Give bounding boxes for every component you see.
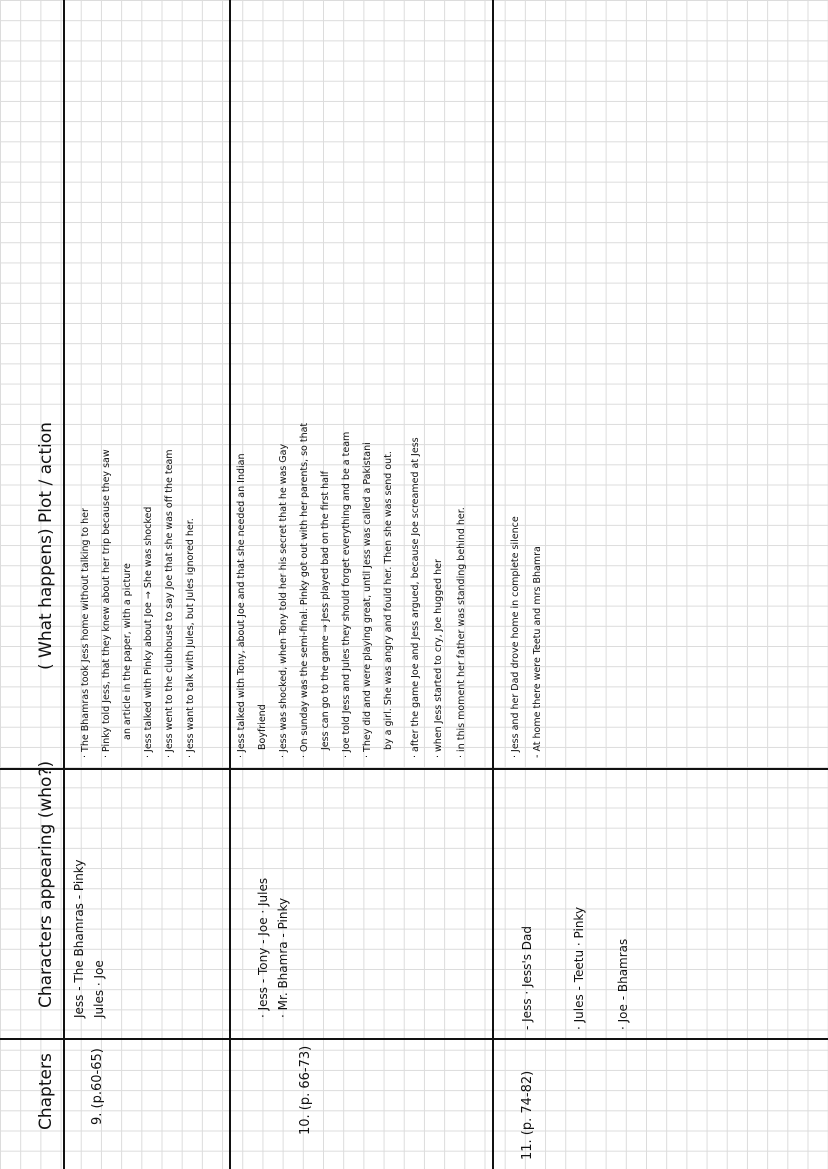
header-chapters: Chapters xyxy=(36,1053,56,1130)
chapters-column-divider xyxy=(0,1038,828,1040)
plot-line: · Jess want to talk with Jules, but Jules ignored her. xyxy=(185,518,196,758)
plot-line: · They did and were playing great, until Jess was called a Pakistani xyxy=(362,442,373,758)
plot-line: · The Bhamras took Jess home without talking to her xyxy=(80,508,91,758)
chapter-label: 9. (p.60-65) xyxy=(90,1048,105,1125)
plot-line: · Pinky told Jess, that they knew about her trip because they saw xyxy=(101,449,112,758)
character-line: - Jess · Jess's Dad xyxy=(520,925,534,1030)
character-line: · Jules - Teetu · Pinky xyxy=(572,906,586,1030)
character-line: · Joe - Bhamras xyxy=(616,938,630,1030)
plot-line: · On sunday was the semi-final. Pinky got out with her parents, so that xyxy=(299,422,310,758)
character-line: · Mr. Bhamra - Pinky xyxy=(276,897,290,1018)
plot-line: an article in the paper, with a picture xyxy=(122,563,133,740)
plot-line: · Jess talked with Tony, about Joe and that she needed an Indian xyxy=(236,453,247,758)
plot-line: - At home there were Teetu and mrs Bhamra xyxy=(532,546,543,758)
chapter-label: 11. (p. 74-82) xyxy=(520,1070,535,1160)
plot-line: · Jess talked with Pinky about Joe → She was shocked xyxy=(143,506,154,758)
plot-line: · when Jess started to cry, Joe hugged her xyxy=(433,559,444,758)
row-divider-1 xyxy=(229,0,231,1169)
chapter-label: 10. (p. 66-73) xyxy=(298,1045,313,1135)
plot-line: by a girl. She was angry and fould her. Then she was send out. xyxy=(383,451,394,750)
characters-column-divider xyxy=(0,768,828,770)
row-divider-2 xyxy=(492,0,494,1169)
header-plot: ( What happens) Plot / action xyxy=(36,422,56,670)
character-line: Jess - The Bhamras - Pinky xyxy=(72,859,86,1018)
plot-line: Jess can go to the game → Jess played bad on the first half xyxy=(320,471,331,750)
header-characters: Characters appearing (who?) xyxy=(36,760,56,1008)
header-column-divider xyxy=(63,0,65,1169)
plot-line: · Jess and her Dad drove home in complete silence xyxy=(510,516,521,758)
plot-line: Boyfriend xyxy=(257,704,268,750)
plot-line: · Jess went to the clubhouse to say Joe that she was off the team xyxy=(164,449,175,758)
character-line: · Jess - Tony - Joe · Jules xyxy=(256,877,270,1018)
plot-line: · Joe told Jess and Jules they should forget everything and be a team xyxy=(341,431,352,758)
plot-line: · Jess was shocked, when Tony told her his secret that he was Gay xyxy=(278,443,289,758)
plot-line: · in this moment her father was standing behind her. xyxy=(456,507,467,758)
plot-line: · after the game Joe and Jess argued, because Joe screamed at Jess xyxy=(410,437,421,758)
character-line: Jules · Joe xyxy=(92,960,106,1018)
